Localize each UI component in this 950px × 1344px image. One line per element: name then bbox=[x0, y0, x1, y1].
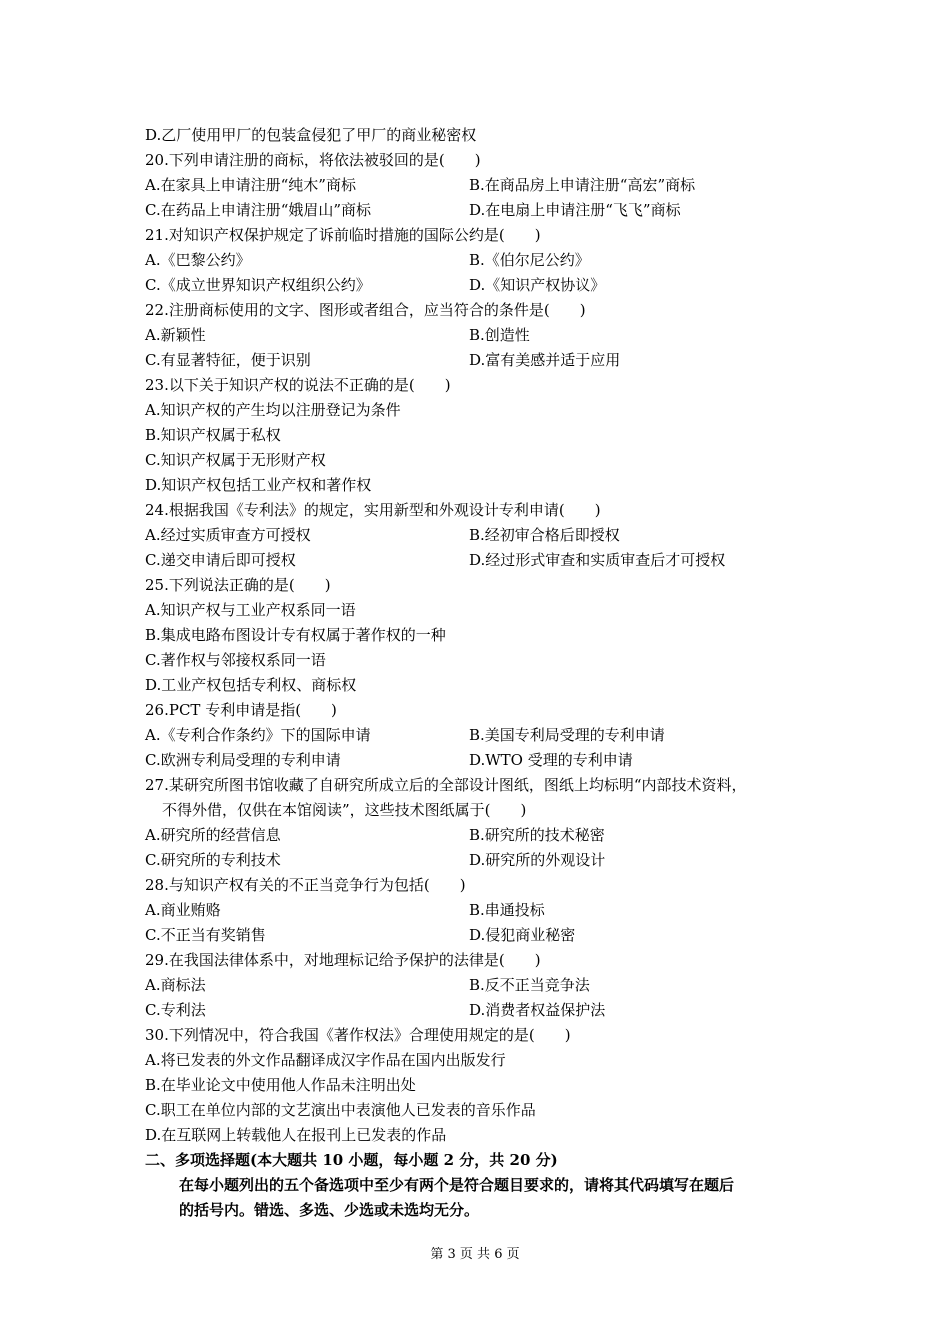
question-25-option-d: D.工业产权包括专利权、商标权 bbox=[145, 676, 357, 694]
question-29-option-d: D.消费者权益保护法 bbox=[469, 1001, 606, 1019]
page-footer: 第 3 页 共 6 页 bbox=[430, 1247, 520, 1262]
section-2-instruction-line-1: 在每小题列出的五个备选项中至少有两个是符合题目要求的，请将其代码填写在题后 bbox=[179, 1176, 735, 1194]
question-20-option-d: D.在电扇上申请注册“飞飞”商标 bbox=[469, 201, 681, 219]
question-25-option-c: C.著作权与邻接权系同一语 bbox=[145, 651, 326, 669]
question-29-stem: 29.在我国法律体系中，对地理标记给予保护的法律是( ) bbox=[145, 951, 541, 969]
question-24-options-row-2 bbox=[145, 548, 815, 573]
question-26-options-row-2 bbox=[145, 748, 815, 773]
question-29-option-b: B.反不正当竞争法 bbox=[469, 976, 590, 994]
question-27-option-c: C.研究所的专利技术 bbox=[145, 851, 281, 869]
question-20-options-row-1 bbox=[145, 173, 815, 198]
question-30-option-b: B.在毕业论文中使用他人作品未注明出处 bbox=[145, 1076, 416, 1094]
question-27-option-b: B.研究所的技术秘密 bbox=[469, 826, 605, 844]
question-21-options-row-1 bbox=[145, 248, 815, 273]
question-23-stem: 23.以下关于知识产权的说法不正确的是( ) bbox=[145, 376, 451, 394]
question-22-option-a: A.新颖性 bbox=[145, 326, 206, 344]
question-29-options-row-2 bbox=[145, 998, 815, 1023]
question-19-option-d: D.乙厂使用甲厂的包装盒侵犯了甲厂的商业秘密权 bbox=[145, 126, 477, 144]
question-20-options-row-2 bbox=[145, 198, 815, 223]
question-21-option-c: C.《成立世界知识产权组织公约》 bbox=[145, 276, 371, 294]
question-27-option-d: D.研究所的外观设计 bbox=[469, 851, 606, 869]
question-22-option-b: B.创造性 bbox=[469, 326, 530, 344]
question-20-option-a: A.在家具上申请注册“纯木”商标 bbox=[145, 176, 356, 194]
question-25-option-a: A.知识产权与工业产权系同一语 bbox=[145, 601, 356, 619]
question-26-option-d: D.WTO 受理的专利申请 bbox=[469, 751, 633, 769]
question-26-option-b: B.美国专利局受理的专利申请 bbox=[469, 726, 665, 744]
question-29-option-a: A.商标法 bbox=[145, 976, 206, 994]
question-22-options-row-2 bbox=[145, 348, 815, 373]
question-28-options-row-2 bbox=[145, 923, 815, 948]
section-2-heading: 二、多项选择题(本大题共 10 小题，每小题 2 分，共 20 分) bbox=[145, 1151, 558, 1169]
question-23-option-b: B.知识产权属于私权 bbox=[145, 426, 281, 444]
question-24-option-b: B.经初审合格后即授权 bbox=[469, 526, 620, 544]
question-27-stem-continued: 不得外借，仅供在本馆阅读”，这些技术图纸属于( ) bbox=[162, 801, 527, 819]
question-26-option-c: C.欧洲专利局受理的专利申请 bbox=[145, 751, 341, 769]
question-21-options-row-2 bbox=[145, 273, 815, 298]
question-23-option-d: D.知识产权包括工业产权和著作权 bbox=[145, 476, 372, 494]
question-20-stem: 20.下列申请注册的商标，将依法被驳回的是( ) bbox=[145, 151, 481, 169]
question-21-option-b: B.《伯尔尼公约》 bbox=[469, 251, 590, 269]
question-28-option-c: C.不正当有奖销售 bbox=[145, 926, 266, 944]
question-21-stem: 21.对知识产权保护规定了诉前临时措施的国际公约是( ) bbox=[145, 226, 541, 244]
section-2-instruction-line-2: 的括号内。错选、多选、少选或未选均无分。 bbox=[179, 1201, 480, 1219]
question-30-stem: 30.下列情况中，符合我国《著作权法》合理使用规定的是( ) bbox=[145, 1026, 571, 1044]
question-28-option-d: D.侵犯商业秘密 bbox=[469, 926, 576, 944]
question-23-option-c: C.知识产权属于无形财产权 bbox=[145, 451, 326, 469]
question-22-stem: 22.注册商标使用的文字、图形或者组合，应当符合的条件是( ) bbox=[145, 301, 586, 319]
question-22-options-row-1 bbox=[145, 323, 815, 348]
question-21-option-a: A.《巴黎公约》 bbox=[145, 251, 251, 269]
question-24-options-row-1 bbox=[145, 523, 815, 548]
question-21-option-d: D.《知识产权协议》 bbox=[469, 276, 606, 294]
question-list bbox=[145, 123, 815, 1223]
question-23-option-a: A.知识产权的产生均以注册登记为条件 bbox=[145, 401, 401, 419]
question-25-stem: 25.下列说法正确的是( ) bbox=[145, 576, 331, 594]
question-26-stem: 26.PCT 专利申请是指( ) bbox=[145, 701, 337, 719]
question-28-option-a: A.商业贿赂 bbox=[145, 901, 221, 919]
question-22-option-d: D.富有美感并适于应用 bbox=[469, 351, 621, 369]
question-29-options-row-1 bbox=[145, 973, 815, 998]
question-28-options-row-1 bbox=[145, 898, 815, 923]
question-25-option-b: B.集成电路布图设计专有权属于著作权的一种 bbox=[145, 626, 446, 644]
question-24-stem: 24.根据我国《专利法》的规定，实用新型和外观设计专利申请( ) bbox=[145, 501, 601, 519]
question-29-option-c: C.专利法 bbox=[145, 1001, 206, 1019]
question-27-options-row-2 bbox=[145, 848, 815, 873]
question-28-option-b: B.串通投标 bbox=[469, 901, 545, 919]
question-24-option-c: C.递交申请后即可授权 bbox=[145, 551, 296, 569]
question-24-option-d: D.经过形式审查和实质审查后才可授权 bbox=[469, 551, 726, 569]
question-28-stem: 28.与知识产权有关的不正当竞争行为包括( ) bbox=[145, 876, 466, 894]
question-26-options-row-1 bbox=[145, 723, 815, 748]
question-27-stem: 27.某研究所图书馆收藏了自研究所成立后的全部设计图纸，图纸上均标明“内部技术资料， bbox=[145, 776, 747, 794]
question-30-option-c: C.职工在单位内部的文艺演出中表演他人已发表的音乐作品 bbox=[145, 1101, 536, 1119]
question-20-option-b: B.在商品房上申请注册“高宏”商标 bbox=[469, 176, 696, 194]
question-27-options-row-1 bbox=[145, 823, 815, 848]
question-30-option-d: D.在互联网上转载他人在报刊上已发表的作品 bbox=[145, 1126, 447, 1144]
question-20-option-c: C.在药品上申请注册“娥眉山”商标 bbox=[145, 201, 372, 219]
question-27-option-a: A.研究所的经营信息 bbox=[145, 826, 281, 844]
question-26-option-a: A.《专利合作条约》下的国际申请 bbox=[145, 726, 371, 744]
question-24-option-a: A.经过实质审查方可授权 bbox=[145, 526, 311, 544]
question-30-option-a: A.将已发表的外文作品翻译成汉字作品在国内出版发行 bbox=[145, 1051, 506, 1069]
question-22-option-c: C.有显著特征，便于识别 bbox=[145, 351, 311, 369]
